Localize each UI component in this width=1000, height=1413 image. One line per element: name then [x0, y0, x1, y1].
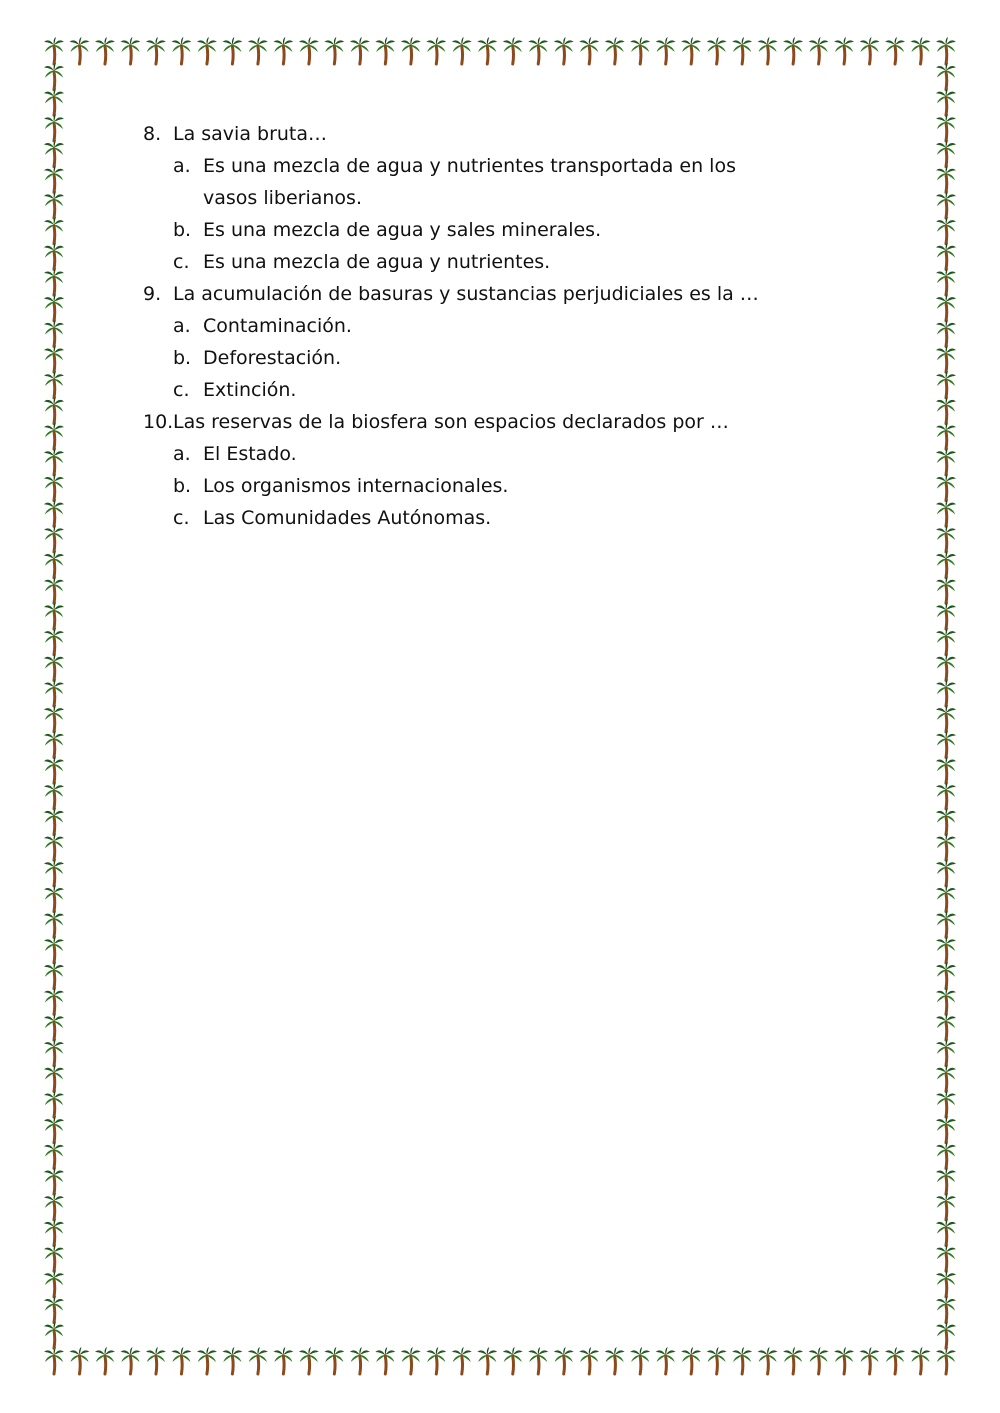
palm-tree-icon [171, 37, 191, 64]
question-10-option-a[interactable] [173, 438, 863, 470]
question-number: 8. [143, 123, 162, 145]
option-letter: a. [173, 155, 191, 177]
palm-tree-icon [324, 1347, 344, 1374]
palm-tree-icon [350, 1347, 370, 1374]
palm-tree-icon [936, 397, 956, 424]
option-text: Extinción. [203, 379, 297, 401]
option-letter: a. [173, 443, 191, 465]
palm-tree-icon [732, 37, 752, 64]
palm-tree-icon [936, 1270, 956, 1297]
option-text: El Estado. [203, 443, 297, 465]
palm-tree-icon [44, 525, 64, 552]
palm-tree-icon [936, 1167, 956, 1194]
palm-tree-icon [834, 37, 854, 64]
palm-tree-icon [936, 910, 956, 937]
palm-tree-icon [44, 756, 64, 783]
palm-tree-icon [936, 63, 956, 90]
palm-tree-icon [426, 37, 446, 64]
palm-tree-icon [936, 422, 956, 449]
palm-tree-icon [44, 1270, 64, 1297]
palm-tree-icon [630, 37, 650, 64]
palm-tree-icon [44, 1090, 64, 1117]
palm-tree-icon [707, 1347, 727, 1374]
palm-tree-icon [44, 345, 64, 372]
palm-tree-icon [44, 1039, 64, 1066]
palm-tree-icon [44, 320, 64, 347]
palm-tree-icon [936, 242, 956, 269]
palm-tree-icon [44, 397, 64, 424]
palm-tree-icon [936, 114, 956, 141]
palm-tree-icon [426, 1347, 446, 1374]
palm-tree-icon [146, 37, 166, 64]
palm-tree-icon [44, 1321, 64, 1348]
palm-tree-icon [936, 885, 956, 912]
palm-tree-icon [936, 320, 956, 347]
palm-tree-icon [197, 37, 217, 64]
palm-tree-icon [44, 628, 64, 655]
palm-tree-icon [936, 1321, 956, 1348]
worksheet-content [143, 118, 863, 534]
palm-tree-icon [44, 1296, 64, 1323]
question-text: La acumulación de basuras y sustancias perjudiciales es la … [173, 283, 759, 305]
question-8 [143, 118, 863, 150]
palm-tree-icon [936, 1142, 956, 1169]
palm-tree-icon [44, 782, 64, 809]
palm-tree-icon [299, 37, 319, 64]
palm-tree-icon [936, 165, 956, 192]
palm-tree-icon [44, 833, 64, 860]
palm-tree-icon [579, 37, 599, 64]
palm-tree-icon [605, 37, 625, 64]
palm-tree-icon [936, 731, 956, 758]
palm-tree-icon [936, 602, 956, 629]
palm-tree-icon [911, 37, 931, 64]
palm-tree-icon [860, 37, 880, 64]
palm-tree-icon [936, 345, 956, 372]
palm-tree-icon [452, 1347, 472, 1374]
palm-tree-icon [171, 1347, 191, 1374]
palm-tree-icon [44, 371, 64, 398]
palm-tree-icon [44, 294, 64, 321]
palm-tree-icon [222, 1347, 242, 1374]
palm-tree-icon [758, 1347, 778, 1374]
palm-tree-icon [936, 88, 956, 115]
palm-tree-icon [936, 987, 956, 1014]
palm-tree-icon [44, 1167, 64, 1194]
palm-tree-icon [146, 1347, 166, 1374]
palm-tree-icon [503, 1347, 523, 1374]
palm-tree-icon [732, 1347, 752, 1374]
option-text: Es una mezcla de agua y nutrientes transportada en los vasos liberianos. [203, 155, 736, 209]
option-letter: b. [173, 219, 192, 241]
palm-tree-icon [44, 885, 64, 912]
palm-tree-icon [44, 1219, 64, 1246]
palm-tree-icon [44, 576, 64, 603]
palm-tree-icon [273, 37, 293, 64]
palm-tree-icon [936, 936, 956, 963]
palm-tree-icon [936, 962, 956, 989]
palm-tree-icon [44, 63, 64, 90]
palm-tree-icon [936, 371, 956, 398]
option-text: Los organismos internacionales. [203, 475, 509, 497]
palm-tree-icon [95, 37, 115, 64]
palm-tree-icon [44, 114, 64, 141]
palm-tree-icon [44, 910, 64, 937]
palm-tree-icon [936, 217, 956, 244]
palm-tree-icon [44, 474, 64, 501]
palm-tree-icon [936, 1219, 956, 1246]
question-10-option-b[interactable] [173, 470, 863, 502]
palm-tree-icon [630, 1347, 650, 1374]
palm-tree-icon [44, 859, 64, 886]
palm-tree-icon [528, 1347, 548, 1374]
question-9 [143, 278, 863, 310]
palm-tree-icon [936, 191, 956, 218]
palm-tree-icon [936, 525, 956, 552]
palm-tree-icon [656, 1347, 676, 1374]
palm-tree-icon [44, 1244, 64, 1271]
palm-tree-icon [936, 653, 956, 680]
palm-tree-icon [44, 191, 64, 218]
palm-tree-icon [936, 1039, 956, 1066]
question-9-option-a[interactable] [173, 310, 863, 342]
palm-tree-icon [44, 165, 64, 192]
palm-tree-icon [44, 1193, 64, 1220]
palm-tree-icon [44, 705, 64, 732]
palm-tree-icon [936, 1013, 956, 1040]
palm-tree-icon [44, 268, 64, 295]
palm-tree-icon [885, 37, 905, 64]
palm-tree-icon [197, 1347, 217, 1374]
palm-tree-icon [44, 499, 64, 526]
palm-tree-icon [44, 936, 64, 963]
palm-tree-icon [375, 1347, 395, 1374]
palm-tree-icon [350, 37, 370, 64]
palm-tree-icon [324, 37, 344, 64]
palm-tree-icon [681, 37, 701, 64]
palm-tree-icon [44, 679, 64, 706]
question-8-option-b[interactable] [173, 214, 863, 246]
palm-tree-icon [936, 1347, 956, 1374]
palm-border-top [44, 37, 956, 64]
palm-tree-icon [758, 37, 778, 64]
option-letter: c. [173, 507, 190, 529]
palm-tree-icon [299, 1347, 319, 1374]
option-letter: b. [173, 475, 192, 497]
question-10 [143, 406, 863, 438]
palm-tree-icon [911, 1347, 931, 1374]
palm-tree-icon [503, 37, 523, 64]
palm-tree-icon [936, 679, 956, 706]
palm-tree-icon [477, 37, 497, 64]
palm-tree-icon [452, 37, 472, 64]
palm-tree-icon [44, 1013, 64, 1040]
palm-tree-icon [44, 448, 64, 475]
palm-tree-icon [936, 37, 956, 64]
palm-tree-icon [579, 1347, 599, 1374]
question-number: 10. [143, 411, 174, 433]
palm-border-bottom [44, 1347, 956, 1374]
question-8-option-a[interactable] [173, 150, 863, 214]
palm-border-right [936, 63, 956, 1349]
palm-tree-icon [656, 37, 676, 64]
palm-tree-icon [44, 987, 64, 1014]
palm-tree-icon [44, 551, 64, 578]
palm-tree-icon [936, 859, 956, 886]
palm-tree-icon [401, 1347, 421, 1374]
palm-tree-icon [44, 808, 64, 835]
palm-tree-icon [936, 268, 956, 295]
palm-tree-icon [936, 808, 956, 835]
palm-tree-icon [936, 833, 956, 860]
palm-tree-icon [936, 576, 956, 603]
palm-tree-icon [783, 1347, 803, 1374]
palm-tree-icon [120, 1347, 140, 1374]
option-letter: b. [173, 347, 192, 369]
question-text: Las reservas de la biosfera son espacios declarados por … [173, 411, 729, 433]
palm-tree-icon [605, 1347, 625, 1374]
palm-tree-icon [222, 37, 242, 64]
option-text: Contaminación. [203, 315, 352, 337]
palm-tree-icon [44, 962, 64, 989]
question-10-option-c[interactable] [173, 502, 863, 534]
palm-tree-icon [44, 731, 64, 758]
palm-tree-icon [936, 499, 956, 526]
palm-tree-icon [860, 1347, 880, 1374]
palm-tree-icon [44, 1142, 64, 1169]
palm-tree-icon [248, 1347, 268, 1374]
palm-tree-icon [554, 37, 574, 64]
palm-tree-icon [809, 1347, 829, 1374]
option-text: Es una mezcla de agua y sales minerales. [203, 219, 602, 241]
palm-tree-icon [528, 37, 548, 64]
palm-tree-icon [936, 1090, 956, 1117]
palm-tree-icon [120, 37, 140, 64]
palm-tree-icon [44, 422, 64, 449]
palm-border-left [44, 63, 64, 1349]
question-9-option-b[interactable] [173, 342, 863, 374]
palm-tree-icon [936, 294, 956, 321]
palm-tree-icon [69, 1347, 89, 1374]
palm-tree-icon [936, 448, 956, 475]
palm-tree-icon [936, 1296, 956, 1323]
palm-tree-icon [936, 1064, 956, 1091]
palm-tree-icon [783, 37, 803, 64]
palm-tree-icon [248, 37, 268, 64]
palm-tree-icon [681, 1347, 701, 1374]
palm-tree-icon [936, 1116, 956, 1143]
palm-tree-icon [44, 1064, 64, 1091]
palm-tree-icon [936, 705, 956, 732]
option-letter: c. [173, 251, 190, 273]
question-8-option-c[interactable] [173, 246, 863, 278]
palm-tree-icon [69, 37, 89, 64]
palm-tree-icon [707, 37, 727, 64]
option-letter: c. [173, 379, 190, 401]
palm-tree-icon [375, 37, 395, 64]
palm-tree-icon [477, 1347, 497, 1374]
palm-tree-icon [936, 474, 956, 501]
palm-tree-icon [936, 140, 956, 167]
palm-tree-icon [936, 782, 956, 809]
palm-tree-icon [44, 217, 64, 244]
palm-tree-icon [44, 242, 64, 269]
palm-tree-icon [401, 37, 421, 64]
palm-tree-icon [44, 1116, 64, 1143]
palm-tree-icon [936, 756, 956, 783]
option-text: Las Comunidades Autónomas. [203, 507, 492, 529]
palm-tree-icon [834, 1347, 854, 1374]
option-text: Es una mezcla de agua y nutrientes. [203, 251, 551, 273]
palm-tree-icon [95, 1347, 115, 1374]
palm-tree-icon [44, 1347, 64, 1374]
palm-tree-icon [44, 653, 64, 680]
palm-tree-icon [809, 37, 829, 64]
palm-tree-icon [44, 37, 64, 64]
palm-tree-icon [936, 1193, 956, 1220]
palm-tree-icon [44, 88, 64, 115]
palm-tree-icon [44, 602, 64, 629]
option-text: Deforestación. [203, 347, 342, 369]
palm-tree-icon [936, 1244, 956, 1271]
question-text: La savia bruta… [173, 123, 328, 145]
palm-tree-icon [885, 1347, 905, 1374]
palm-tree-icon [554, 1347, 574, 1374]
palm-tree-icon [936, 628, 956, 655]
question-number: 9. [143, 283, 162, 305]
question-9-option-c[interactable] [173, 374, 863, 406]
palm-tree-icon [44, 140, 64, 167]
palm-tree-icon [273, 1347, 293, 1374]
palm-tree-icon [936, 551, 956, 578]
option-letter: a. [173, 315, 191, 337]
